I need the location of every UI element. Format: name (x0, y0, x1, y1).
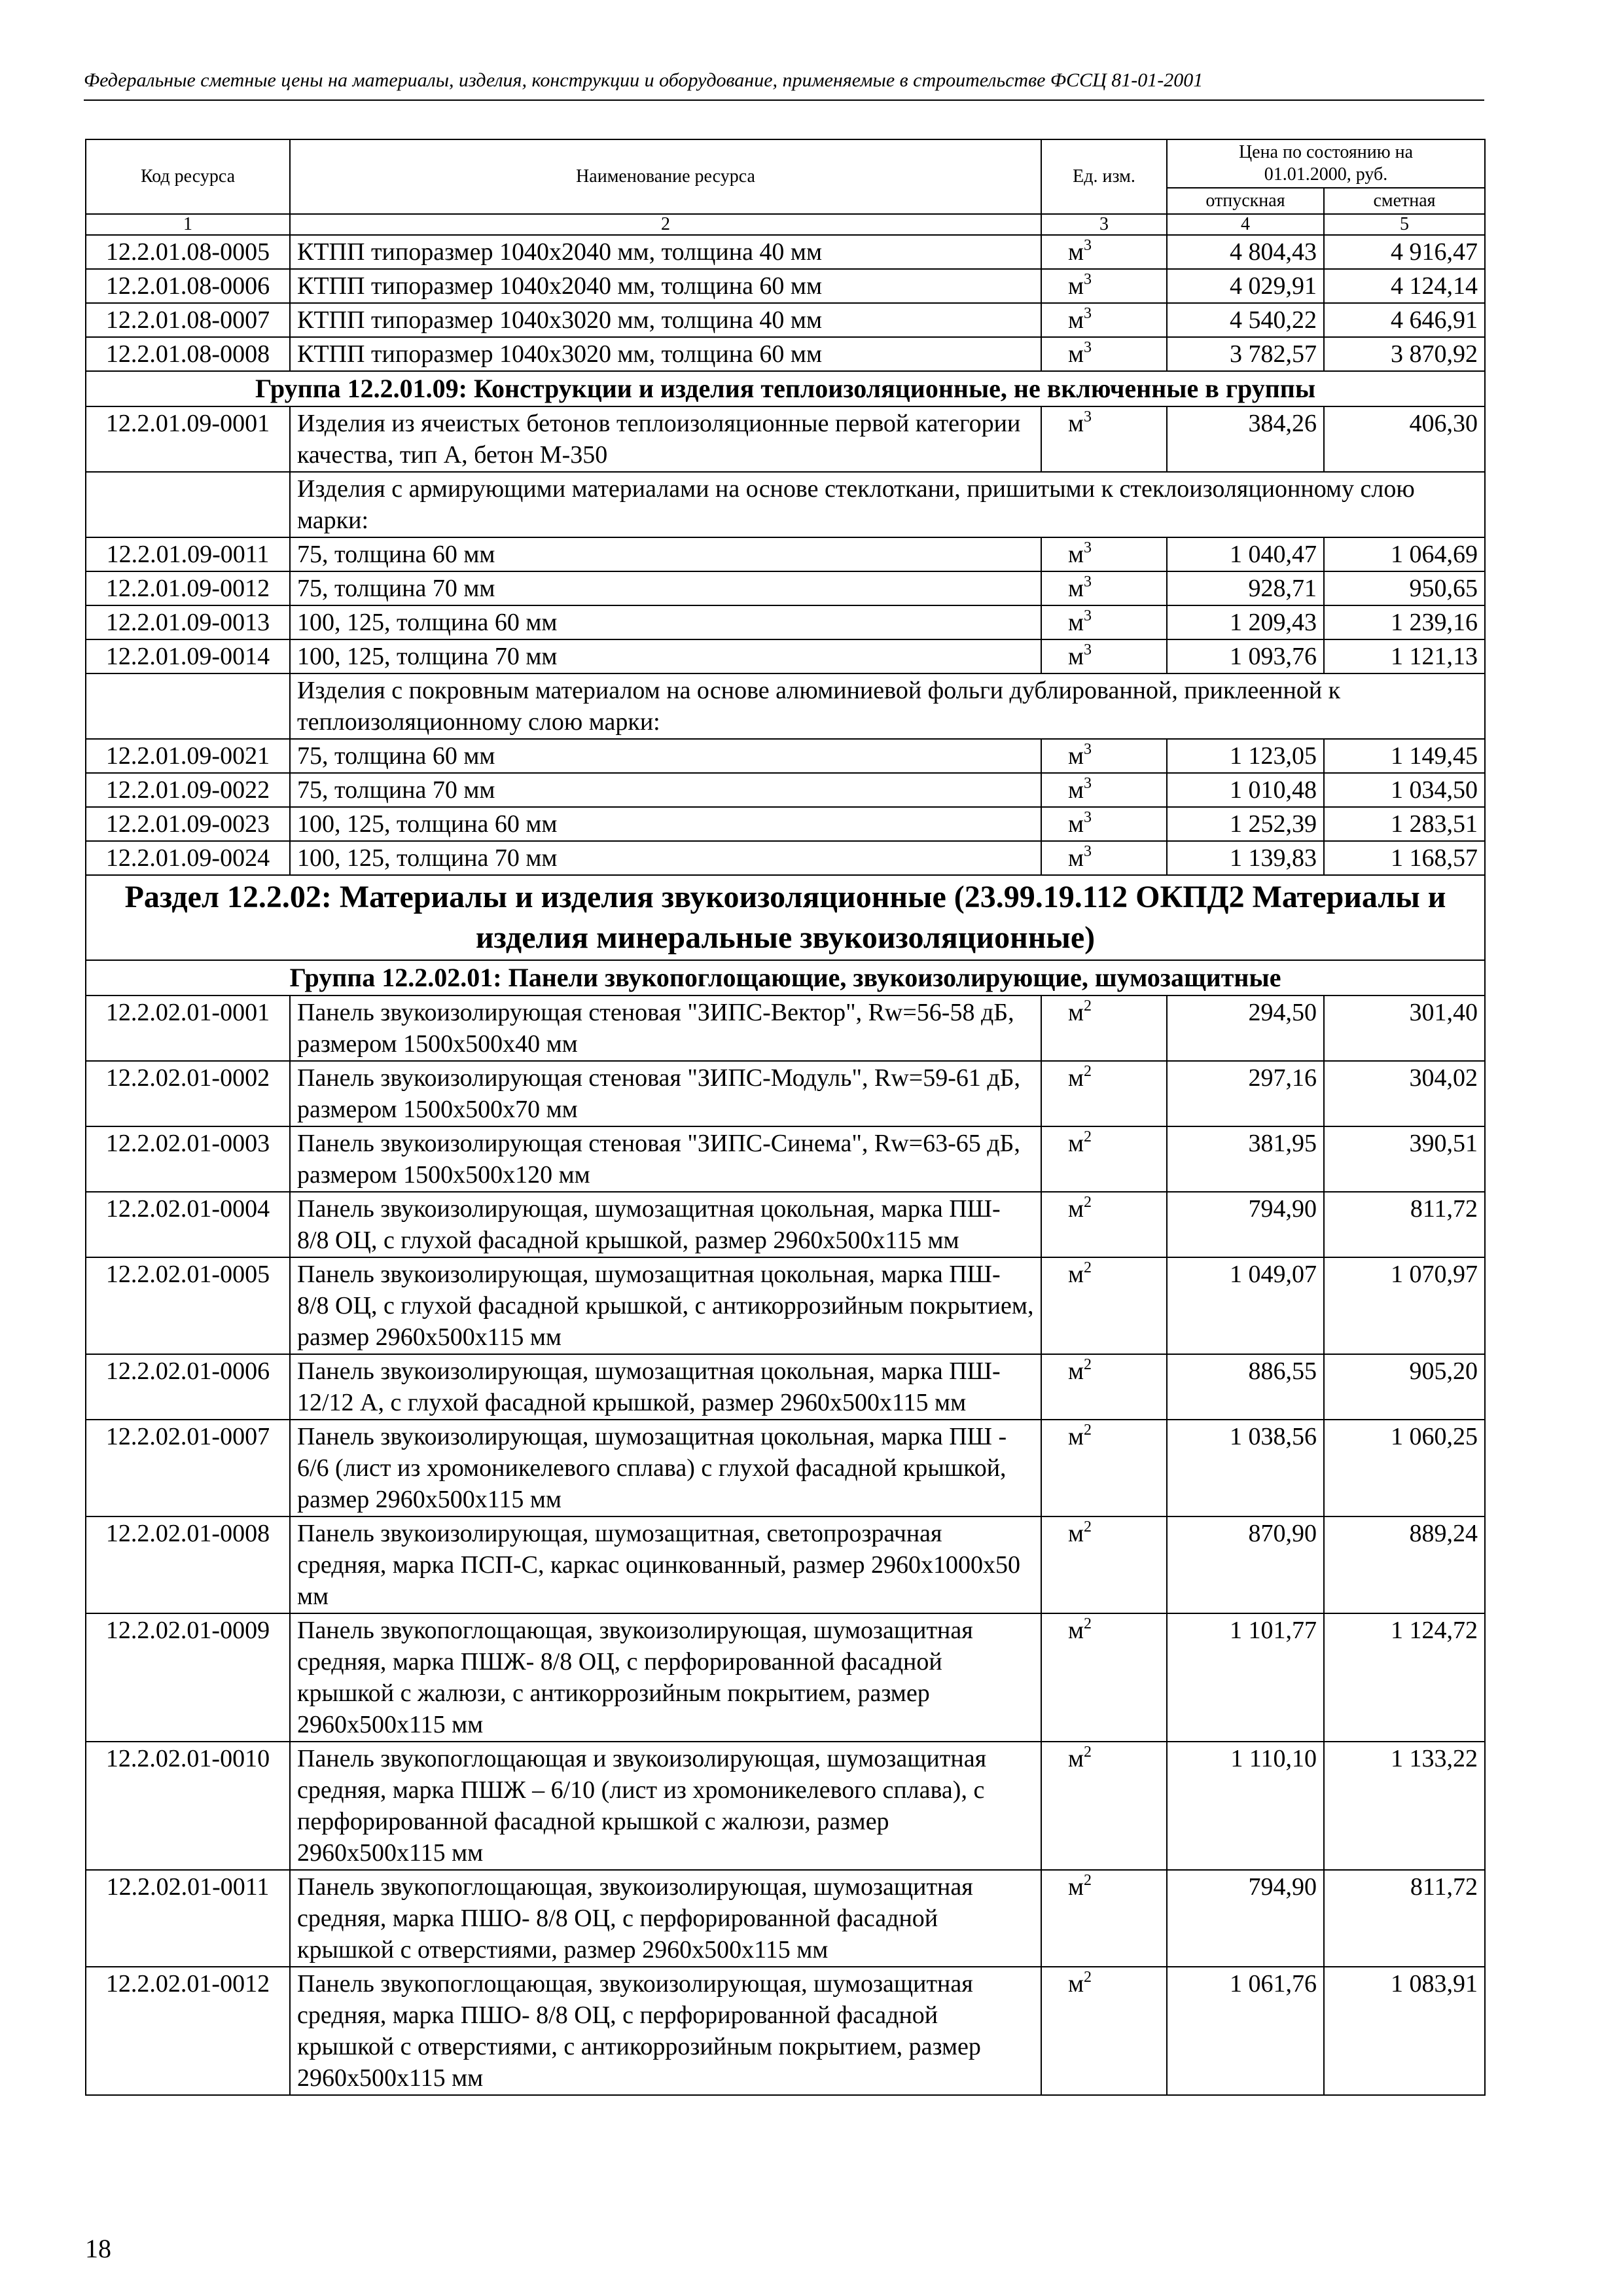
unit-base: м (1068, 1064, 1084, 1092)
unit-exponent: 2 (1084, 1872, 1092, 1889)
estimate-price: 811,72 (1324, 1192, 1485, 1257)
unit (1041, 1613, 1167, 1742)
resource-code: 12.2.01.09-0013 (86, 605, 290, 639)
table-row (86, 841, 1485, 875)
unit (1041, 571, 1167, 605)
unit (1041, 996, 1167, 1061)
estimate-price: 1 034,50 (1324, 773, 1485, 807)
header-release: отпускная (1167, 188, 1324, 214)
unit-base: м (1068, 238, 1084, 266)
unit-base: м (1068, 1130, 1084, 1157)
unit-exponent: 2 (1084, 1356, 1092, 1373)
release-price: 4 029,91 (1167, 269, 1324, 303)
column-number-row (86, 214, 1485, 235)
release-price: 1 110,10 (1167, 1742, 1324, 1870)
resource-name: 75, толщина 70 мм (290, 571, 1041, 605)
resource-name: КТПП типоразмер 1040х3020 мм, толщина 40 мм (290, 303, 1041, 337)
estimate-price: 4 916,47 (1324, 235, 1485, 269)
resource-name: 100, 125, толщина 60 мм (290, 605, 1041, 639)
estimate-price: 4 124,14 (1324, 269, 1485, 303)
estimate-price: 304,02 (1324, 1061, 1485, 1126)
estimate-price: 1 070,97 (1324, 1257, 1485, 1354)
unit-base: м (1068, 1617, 1084, 1644)
subheading-text: Изделия с армирующими материалами на основе стеклоткани, пришитыми к стеклоизоляционному слою марки: (290, 472, 1485, 537)
unit-exponent: 3 (1084, 339, 1092, 356)
resource-name: Панель звукопоглощающая, звукоизолирующая, шумозащитная средняя, марка ПШЖ- 8/8 ОЦ, с перфорированной фасадной крышкой с жалюзи, с антикоррозийным покрытием, размер 2960х500х115 мм (290, 1613, 1041, 1742)
release-price: 381,95 (1167, 1126, 1324, 1192)
unit (1041, 1742, 1167, 1870)
resource-code: 12.2.01.09-0024 (86, 841, 290, 875)
unit-base: м (1068, 306, 1084, 334)
unit (1041, 773, 1167, 807)
release-price: 1 061,76 (1167, 1967, 1324, 2095)
table-row (86, 537, 1485, 571)
header-unit: Ед. изм. (1041, 139, 1167, 214)
unit-base: м (1068, 742, 1084, 770)
estimate-price: 950,65 (1324, 571, 1485, 605)
col-number: 2 (290, 214, 1041, 235)
table-body (86, 235, 1485, 2095)
resource-name: 100, 125, толщина 70 мм (290, 841, 1041, 875)
resource-code: 12.2.02.01-0001 (86, 996, 290, 1061)
table-row (86, 1257, 1485, 1354)
table-row (86, 1870, 1485, 1967)
header-name: Наименование ресурса (290, 139, 1041, 214)
unit-exponent: 3 (1084, 305, 1092, 322)
section-heading: Раздел 12.2.02: Материалы и изделия звукоизоляционные (23.99.19.112 ОКПД2 Материалы и изделия минеральные звукоизоляционные) (86, 875, 1485, 960)
table-row (86, 1742, 1485, 1870)
unit-exponent: 3 (1084, 607, 1092, 624)
table-row (86, 269, 1485, 303)
estimate-price: 406,30 (1324, 406, 1485, 472)
unit-base: м (1068, 410, 1084, 437)
release-price: 1 093,76 (1167, 639, 1324, 673)
group-heading-row (86, 371, 1485, 406)
unit-base: м (1068, 541, 1084, 568)
price-table (85, 139, 1486, 2096)
resource-code: 12.2.02.01-0008 (86, 1516, 290, 1613)
estimate-price: 1 149,45 (1324, 739, 1485, 773)
table-row (86, 773, 1485, 807)
unit (1041, 235, 1167, 269)
unit (1041, 537, 1167, 571)
unit-base: м (1068, 1970, 1084, 1998)
unit (1041, 303, 1167, 337)
header-row (86, 139, 1485, 188)
resource-name: КТПП типоразмер 1040х3020 мм, толщина 60 мм (290, 337, 1041, 371)
release-price: 4 540,22 (1167, 303, 1324, 337)
resource-name: Изделия из ячеистых бетонов теплоизоляционные первой категории качества, тип А, бетон М-350 (290, 406, 1041, 472)
empty-code-cell (86, 673, 290, 739)
resource-name: 100, 125, толщина 60 мм (290, 807, 1041, 841)
table-row (86, 1516, 1485, 1613)
table-row (86, 303, 1485, 337)
release-price: 870,90 (1167, 1516, 1324, 1613)
unit-base: м (1068, 1261, 1084, 1288)
release-price: 1 101,77 (1167, 1613, 1324, 1742)
resource-code: 12.2.01.09-0023 (86, 807, 290, 841)
estimate-price: 301,40 (1324, 996, 1485, 1061)
unit (1041, 639, 1167, 673)
estimate-price: 1 121,13 (1324, 639, 1485, 673)
unit-base: м (1068, 272, 1084, 300)
unit-exponent: 2 (1084, 1744, 1092, 1761)
unit-exponent: 3 (1084, 641, 1092, 658)
subheading-text: Изделия с покровным материалом на основе алюминиевой фольги дублированной, приклеенной к теплоизоляционному слою марки: (290, 673, 1485, 739)
resource-code: 12.2.01.09-0001 (86, 406, 290, 472)
table-row (86, 1613, 1485, 1742)
estimate-price: 1 239,16 (1324, 605, 1485, 639)
unit-exponent: 2 (1084, 1969, 1092, 1986)
estimate-price: 1 168,57 (1324, 841, 1485, 875)
header-price-line2: 01.01.2000, руб. (1264, 164, 1388, 185)
unit-base: м (1068, 810, 1084, 838)
unit-exponent: 3 (1084, 237, 1092, 254)
release-price: 1 049,07 (1167, 1257, 1324, 1354)
unit (1041, 1126, 1167, 1192)
resource-name: Панель звукоизолирующая стеновая "ЗИПС-Модуль", Rw=59-61 дБ, размером 1500х500х70 мм (290, 1061, 1041, 1126)
header-price (1167, 139, 1485, 188)
estimate-price: 1 064,69 (1324, 537, 1485, 571)
resource-code: 12.2.01.09-0012 (86, 571, 290, 605)
resource-name: Панель звукопоглощающая, звукоизолирующая, шумозащитная средняя, марка ПШО- 8/8 ОЦ, с перфорированной фасадной крышкой с отверстиями, размер 2960х500х115 мм (290, 1870, 1041, 1967)
resource-name: КТПП типоразмер 1040х2040 мм, толщина 40 мм (290, 235, 1041, 269)
resource-code: 12.2.01.09-0014 (86, 639, 290, 673)
page-number: 18 (85, 2234, 111, 2263)
resource-name: КТПП типоразмер 1040х2040 мм, толщина 60 мм (290, 269, 1041, 303)
section-heading-row (86, 875, 1485, 960)
subheading-row (86, 472, 1485, 537)
unit-base: м (1068, 999, 1084, 1026)
table-row (86, 1192, 1485, 1257)
unit-exponent: 2 (1084, 1194, 1092, 1211)
release-price: 3 782,57 (1167, 337, 1324, 371)
unit-exponent: 3 (1084, 408, 1092, 425)
table-row (86, 406, 1485, 472)
resource-code: 12.2.01.08-0005 (86, 235, 290, 269)
resource-name: 100, 125, толщина 70 мм (290, 639, 1041, 673)
header-code: Код ресурса (86, 139, 290, 214)
resource-code: 12.2.02.01-0002 (86, 1061, 290, 1126)
unit (1041, 1192, 1167, 1257)
table-row (86, 337, 1485, 371)
unit-base: м (1068, 643, 1084, 670)
unit-exponent: 2 (1084, 1259, 1092, 1276)
unit-exponent: 3 (1084, 539, 1092, 556)
table-row (86, 1126, 1485, 1192)
release-price: 384,26 (1167, 406, 1324, 472)
unit-exponent: 3 (1084, 843, 1092, 860)
resource-code: 12.2.02.01-0011 (86, 1870, 290, 1967)
resource-name: Панель звукоизолирующая, шумозащитная цокольная, марка ПШ- 8/8 ОЦ, с глухой фасадной крышкой, с антикоррозийным покрытием, размер 2960х500х115 мм (290, 1257, 1041, 1354)
unit-base: м (1068, 776, 1084, 804)
estimate-price: 1 083,91 (1324, 1967, 1485, 2095)
table-row (86, 1354, 1485, 1420)
subheading-row (86, 673, 1485, 739)
resource-name: Панель звукопоглощающая, звукоизолирующая, шумозащитная средняя, марка ПШО- 8/8 ОЦ, с перфорированной фасадной крышкой с отверстиями, с антикоррозийным покрытием, размер 2960х500х115 мм (290, 1967, 1041, 2095)
release-price: 1 139,83 (1167, 841, 1324, 875)
resource-name: Панель звукоизолирующая стеновая "ЗИПС-Вектор", Rw=56-58 дБ, размером 1500х500х40 мм (290, 996, 1041, 1061)
group-heading-row (86, 960, 1485, 996)
resource-name: Панель звукоизолирующая, шумозащитная цокольная, марка ПШ - 6/6 (лист из хромоникелевого сплава) с глухой фасадной крышкой, размер 2960х500х115 мм (290, 1420, 1041, 1516)
resource-code: 12.2.01.08-0008 (86, 337, 290, 371)
resource-code: 12.2.01.08-0006 (86, 269, 290, 303)
header-price-line1: Цена по состоянию на (1238, 142, 1414, 162)
estimate-price: 1 060,25 (1324, 1420, 1485, 1516)
unit (1041, 1354, 1167, 1420)
unit-base: м (1068, 844, 1084, 872)
resource-name: Панель звукопоглощающая и звукоизолирующая, шумозащитная средняя, марка ПШЖ – 6/10 (лист из хромоникелевого сплава), с перфорированной фасадной крышкой с жалюзи, размер 2960х500х115 мм (290, 1742, 1041, 1870)
unit-exponent: 2 (1084, 1422, 1092, 1439)
col-number: 1 (86, 214, 290, 235)
unit-base: м (1068, 340, 1084, 368)
table-row (86, 235, 1485, 269)
resource-name: Панель звукоизолирующая, шумозащитная цокольная, марка ПШ- 12/12 А, с глухой фасадной крышкой, размер 2960х500х115 мм (290, 1354, 1041, 1420)
unit (1041, 1420, 1167, 1516)
col-number: 5 (1324, 214, 1485, 235)
resource-name: 75, толщина 60 мм (290, 537, 1041, 571)
resource-name: 75, толщина 70 мм (290, 773, 1041, 807)
group-heading: Группа 12.2.02.01: Панели звукопоглощающие, звукоизолирующие, шумозащитные (86, 960, 1485, 996)
unit (1041, 1061, 1167, 1126)
unit-exponent: 3 (1084, 271, 1092, 288)
release-price: 1 038,56 (1167, 1420, 1324, 1516)
release-price: 4 804,43 (1167, 235, 1324, 269)
table-row (86, 639, 1485, 673)
unit (1041, 605, 1167, 639)
release-price: 1 252,39 (1167, 807, 1324, 841)
running-head: Федеральные сметные цены на материалы, изделия, конструкции и оборудование, применяемые в строительстве ФССЦ 81-01-2001 (84, 69, 1484, 101)
release-price: 1 040,47 (1167, 537, 1324, 571)
header-estimate: сметная (1324, 188, 1485, 214)
unit-exponent: 2 (1084, 1615, 1092, 1632)
resource-code: 12.2.02.01-0012 (86, 1967, 290, 2095)
unit-exponent: 3 (1084, 741, 1092, 758)
table-row (86, 807, 1485, 841)
estimate-price: 4 646,91 (1324, 303, 1485, 337)
estimate-price: 1 133,22 (1324, 1742, 1485, 1870)
unit-exponent: 3 (1084, 809, 1092, 826)
table-row (86, 1420, 1485, 1516)
unit-exponent: 2 (1084, 1518, 1092, 1535)
unit (1041, 807, 1167, 841)
unit-exponent: 3 (1084, 573, 1092, 590)
unit-base: м (1068, 1357, 1084, 1385)
unit (1041, 337, 1167, 371)
unit-exponent: 3 (1084, 775, 1092, 792)
release-price: 886,55 (1167, 1354, 1324, 1420)
release-price: 1 123,05 (1167, 739, 1324, 773)
release-price: 1 010,48 (1167, 773, 1324, 807)
empty-code-cell (86, 472, 290, 537)
table-row (86, 571, 1485, 605)
table-row (86, 996, 1485, 1061)
release-price: 297,16 (1167, 1061, 1324, 1126)
unit-base: м (1068, 1195, 1084, 1223)
estimate-price: 3 870,92 (1324, 337, 1485, 371)
unit (1041, 269, 1167, 303)
estimate-price: 1 283,51 (1324, 807, 1485, 841)
unit-exponent: 2 (1084, 997, 1092, 1014)
estimate-price: 889,24 (1324, 1516, 1485, 1613)
resource-code: 12.2.01.09-0021 (86, 739, 290, 773)
unit-base: м (1068, 1745, 1084, 1772)
unit (1041, 739, 1167, 773)
unit-base: м (1068, 1520, 1084, 1547)
resource-code: 12.2.01.09-0011 (86, 537, 290, 571)
unit (1041, 1967, 1167, 2095)
col-number: 4 (1167, 214, 1324, 235)
resource-code: 12.2.01.09-0022 (86, 773, 290, 807)
unit-exponent: 2 (1084, 1063, 1092, 1080)
estimate-price: 905,20 (1324, 1354, 1485, 1420)
resource-code: 12.2.02.01-0004 (86, 1192, 290, 1257)
unit-base: м (1068, 1423, 1084, 1450)
release-price: 928,71 (1167, 571, 1324, 605)
table-row (86, 1967, 1485, 2095)
resource-code: 12.2.02.01-0009 (86, 1613, 290, 1742)
unit (1041, 1870, 1167, 1967)
table-row (86, 739, 1485, 773)
resource-name: Панель звукоизолирующая, шумозащитная, светопрозрачная средняя, марка ПСП-С, каркас оцинкованный, размер 2960х1000х50 мм (290, 1516, 1041, 1613)
estimate-price: 811,72 (1324, 1870, 1485, 1967)
release-price: 794,90 (1167, 1870, 1324, 1967)
resource-name: Панель звукоизолирующая стеновая "ЗИПС-Синема", Rw=63-65 дБ, размером 1500х500х120 мм (290, 1126, 1041, 1192)
release-price: 1 209,43 (1167, 605, 1324, 639)
unit-base: м (1068, 575, 1084, 602)
table-row (86, 605, 1485, 639)
resource-code: 12.2.02.01-0006 (86, 1354, 290, 1420)
release-price: 794,90 (1167, 1192, 1324, 1257)
unit (1041, 841, 1167, 875)
resource-code: 12.2.02.01-0010 (86, 1742, 290, 1870)
group-heading: Группа 12.2.01.09: Конструкции и изделия теплоизоляционные, не включенные в группы (86, 371, 1485, 406)
unit (1041, 1516, 1167, 1613)
estimate-price: 390,51 (1324, 1126, 1485, 1192)
estimate-price: 1 124,72 (1324, 1613, 1485, 1742)
release-price: 294,50 (1167, 996, 1324, 1061)
resource-name: Панель звукоизолирующая, шумозащитная цокольная, марка ПШ- 8/8 ОЦ, с глухой фасадной крышкой, размер 2960х500х115 мм (290, 1192, 1041, 1257)
unit (1041, 406, 1167, 472)
unit-base: м (1068, 609, 1084, 636)
table-row (86, 1061, 1485, 1126)
unit (1041, 1257, 1167, 1354)
col-number: 3 (1041, 214, 1167, 235)
resource-code: 12.2.02.01-0003 (86, 1126, 290, 1192)
resource-code: 12.2.01.08-0007 (86, 303, 290, 337)
unit-base: м (1068, 1873, 1084, 1901)
resource-code: 12.2.02.01-0007 (86, 1420, 290, 1516)
resource-code: 12.2.02.01-0005 (86, 1257, 290, 1354)
resource-name: 75, толщина 60 мм (290, 739, 1041, 773)
unit-exponent: 2 (1084, 1128, 1092, 1145)
